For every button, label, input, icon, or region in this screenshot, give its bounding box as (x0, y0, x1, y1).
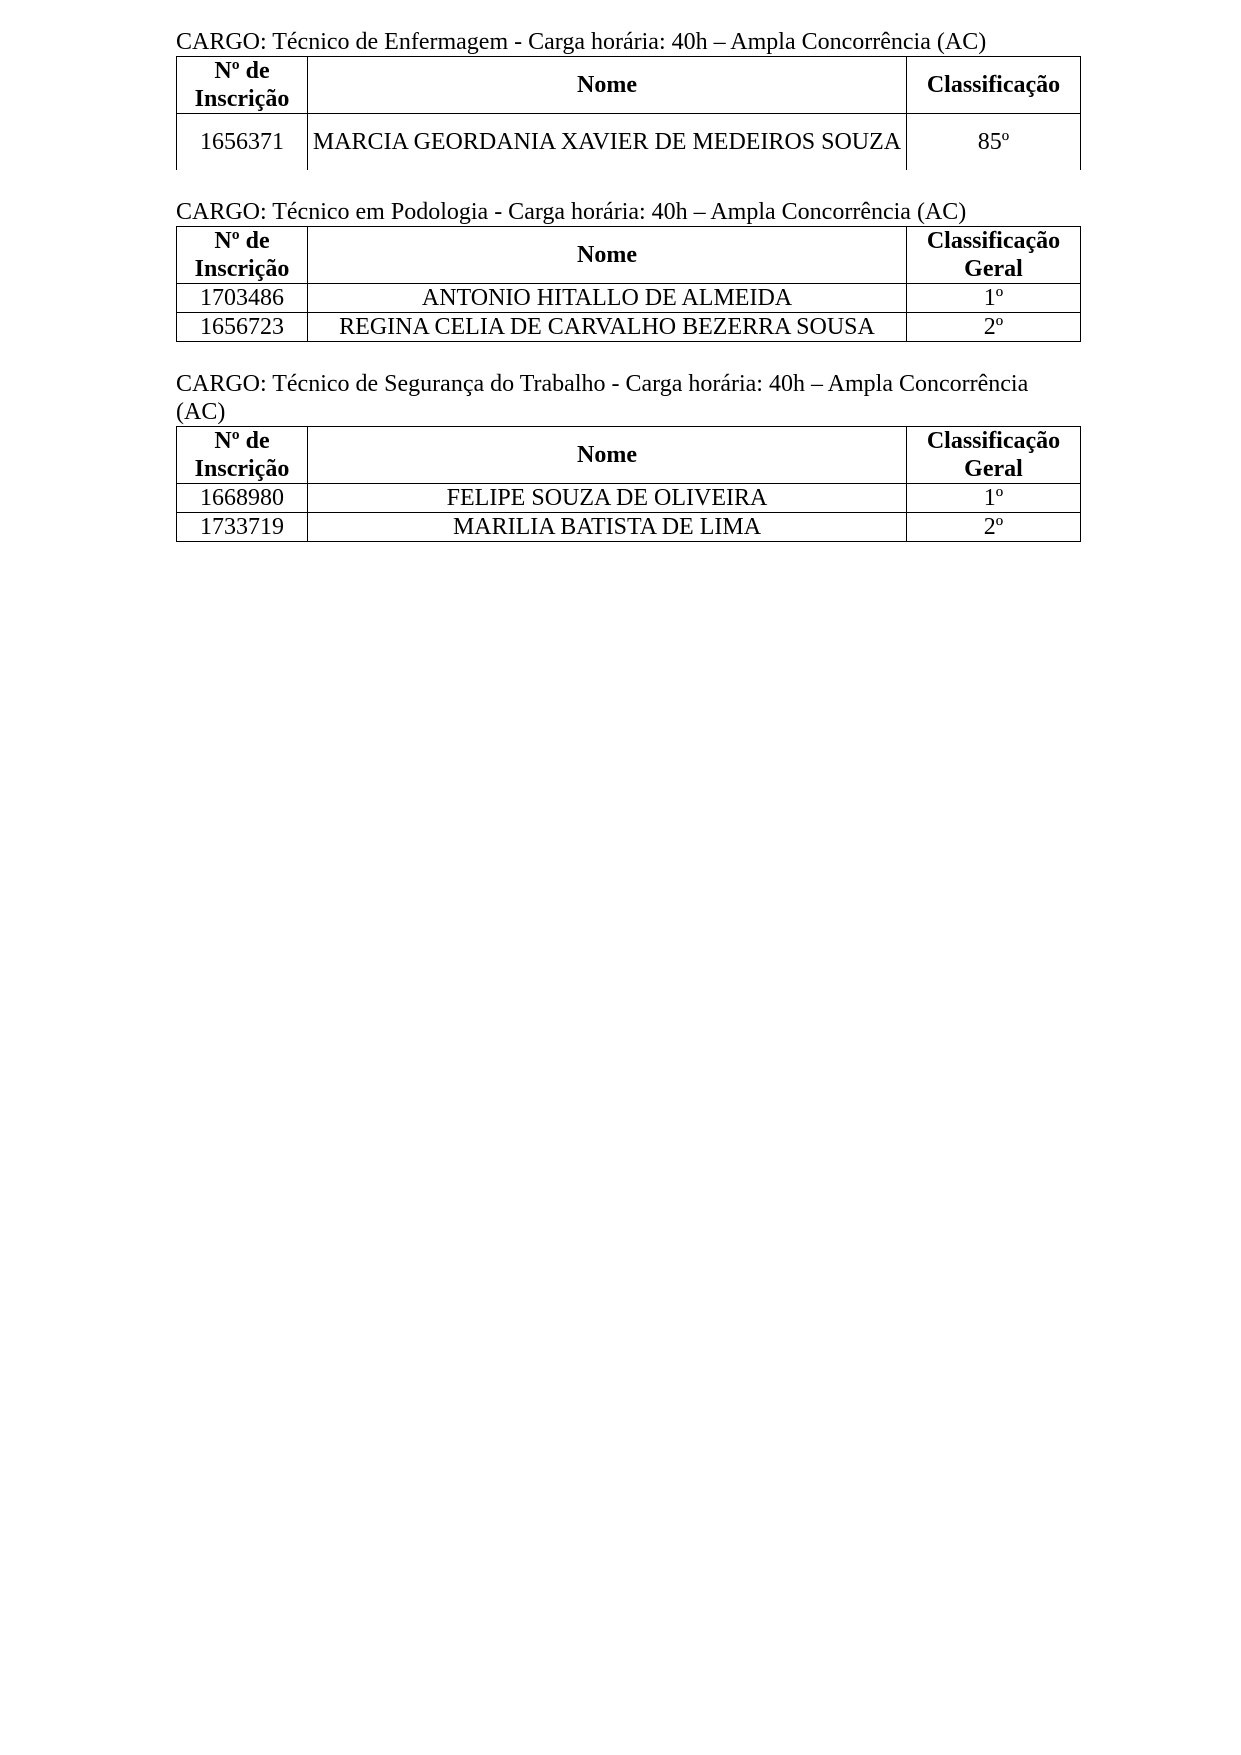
table-row (177, 114, 1081, 171)
cell-nome: FELIPE SOUZA DE OLIVEIRA (308, 484, 907, 513)
header-classificacao: Classificação Geral (907, 427, 1081, 484)
table-row (177, 513, 1081, 542)
table-header-row (177, 227, 1081, 284)
table-header-row (177, 57, 1081, 114)
classification-table (176, 56, 1081, 170)
cell-nome: MARILIA BATISTA DE LIMA (308, 513, 907, 542)
cargo-section-seguranca-trabalho (176, 370, 1080, 542)
cell-classificacao: 2º (907, 513, 1081, 542)
table-row (177, 484, 1081, 513)
cargo-title: CARGO: Técnico em Podologia - Carga horária: 40h – Ampla Concorrência (AC) (176, 199, 967, 225)
header-inscricao: Nº de Inscrição (177, 427, 308, 484)
cell-classificacao: 2º (907, 313, 1081, 342)
classification-table (176, 226, 1081, 342)
cargo-section-podologia (176, 198, 1080, 342)
cargo-section-enfermagem (176, 28, 1080, 170)
header-nome: Nome (308, 227, 907, 284)
header-inscricao: Nº de Inscrição (177, 227, 308, 284)
header-nome: Nome (308, 427, 907, 484)
header-inscricao: Nº de Inscrição (177, 57, 308, 114)
cell-nome: MARCIA GEORDANIA XAVIER DE MEDEIROS SOUZA (308, 114, 907, 171)
cargo-title: CARGO: Técnico de Segurança do Trabalho - Carga horária: 40h – Ampla Concorrência (AC) (176, 371, 1029, 425)
cell-inscricao: 1656371 (177, 114, 308, 171)
table-row (177, 284, 1081, 313)
cell-inscricao: 1703486 (177, 284, 308, 313)
cell-nome: REGINA CELIA DE CARVALHO BEZERRA SOUSA (308, 313, 907, 342)
cell-nome: ANTONIO HITALLO DE ALMEIDA (308, 284, 907, 313)
cell-classificacao: 85º (907, 114, 1081, 171)
cargo-title: CARGO: Técnico de Enfermagem - Carga horária: 40h – Ampla Concorrência (AC) (176, 29, 987, 55)
cell-classificacao: 1º (907, 284, 1081, 313)
header-classificacao: Classificação Geral (907, 227, 1081, 284)
table-header-row (177, 427, 1081, 484)
header-classificacao: Classificação (907, 57, 1081, 114)
header-nome: Nome (308, 57, 907, 114)
cell-inscricao: 1656723 (177, 313, 308, 342)
cell-classificacao: 1º (907, 484, 1081, 513)
classification-table (176, 426, 1081, 542)
document-page (176, 28, 1080, 542)
table-row (177, 313, 1081, 342)
cell-inscricao: 1668980 (177, 484, 308, 513)
cell-inscricao: 1733719 (177, 513, 308, 542)
